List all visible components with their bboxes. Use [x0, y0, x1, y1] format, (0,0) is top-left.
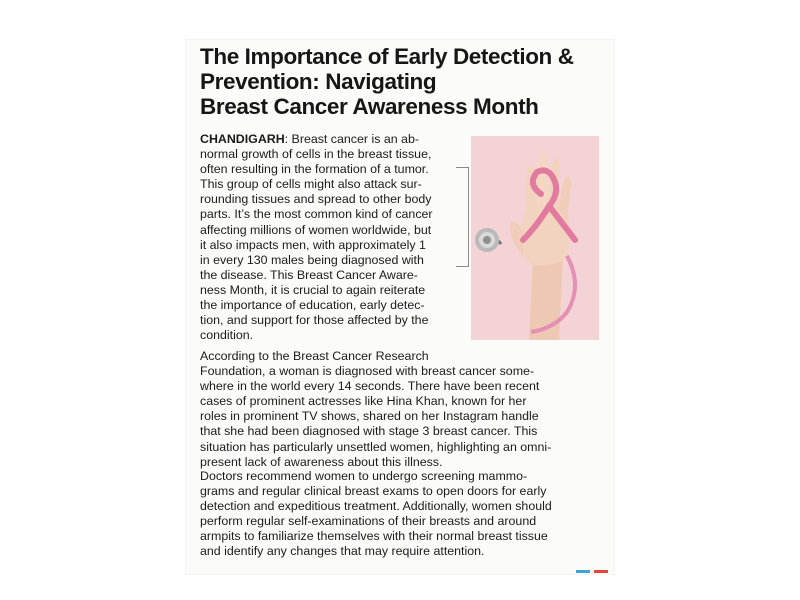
paragraph-line: grams and regular clinical breast exams to open doors for early	[200, 484, 547, 499]
paragraph-3	[200, 469, 600, 560]
paragraph-line: affecting millions of women worldwide, but	[200, 222, 432, 237]
paragraph-line: present lack of awareness about this illness.	[200, 454, 443, 469]
paragraph-line: tion, and support for those affected by the	[200, 313, 429, 328]
dateline: CHANDIGARH	[200, 132, 285, 146]
paragraph-line: cases of prominent actresses like Hina Khan, known for her	[200, 394, 527, 409]
paragraph-line: rounding tissues and spread to other body	[200, 192, 432, 207]
paragraph-line: ness Month, it is crucial to again reiterate	[200, 282, 426, 297]
paragraph-line: detection and expeditious treatment. Additionally, women should	[200, 499, 552, 514]
paragraph-1	[200, 132, 600, 343]
paragraph-line: According to the Breast Cancer Research	[200, 349, 429, 363]
paragraph-line: Doctors recommend women to undergo screening mammo-	[200, 469, 528, 483]
paragraph-2	[200, 349, 600, 470]
paragraph-line: roles in prominent TV shows, shared on her Instagram handle	[200, 409, 539, 424]
accent-bar-blue	[576, 570, 590, 573]
paragraph-line: often resulting in the formation of a tumor.	[200, 162, 429, 177]
headline-line: The Importance of Early Detection &	[200, 44, 574, 69]
paragraph-line: armpits to familiarize themselves with their normal breast tissue	[200, 529, 548, 544]
article-headline	[200, 44, 600, 119]
paragraph-line: in every 130 males being diagnosed with	[200, 252, 424, 267]
paragraph-line: the disease. This Breast Cancer Aware-	[200, 267, 418, 282]
paragraph-line: the importance of education, early detec-	[200, 298, 425, 313]
headline-line: Breast Cancer Awareness Month	[200, 94, 539, 119]
paragraph-line-rest: : Breast cancer is an ab-	[284, 132, 419, 146]
paragraph-line: situation has particularly unsettled women, highlighting an omni-	[200, 439, 552, 454]
paragraph-line: parts. It’s the most common kind of cancer	[200, 207, 433, 222]
paragraph-line: where in the world every 14 seconds. There have been recent	[200, 379, 540, 394]
paragraph-line: Foundation, a woman is diagnosed with breast cancer some-	[200, 364, 535, 379]
paragraph-line: that she had been diagnosed with stage 3 breast cancer. This	[200, 424, 538, 439]
paragraph-line: perform regular self-examinations of their breasts and around	[200, 514, 537, 529]
paragraph-line: This group of cells might also attack sur-	[200, 177, 422, 192]
paragraph-line: normal growth of cells in the breast tissue,	[200, 147, 432, 162]
paragraph-line: it also impacts men, with approximately 1	[200, 237, 426, 252]
paragraph-line: and identify any changes that may require attention.	[200, 544, 485, 559]
paragraph-line: condition.	[200, 328, 254, 343]
accent-bar-red	[594, 570, 608, 573]
paragraph-line	[200, 132, 600, 147]
headline-line: Prevention: Navigating	[200, 69, 437, 94]
